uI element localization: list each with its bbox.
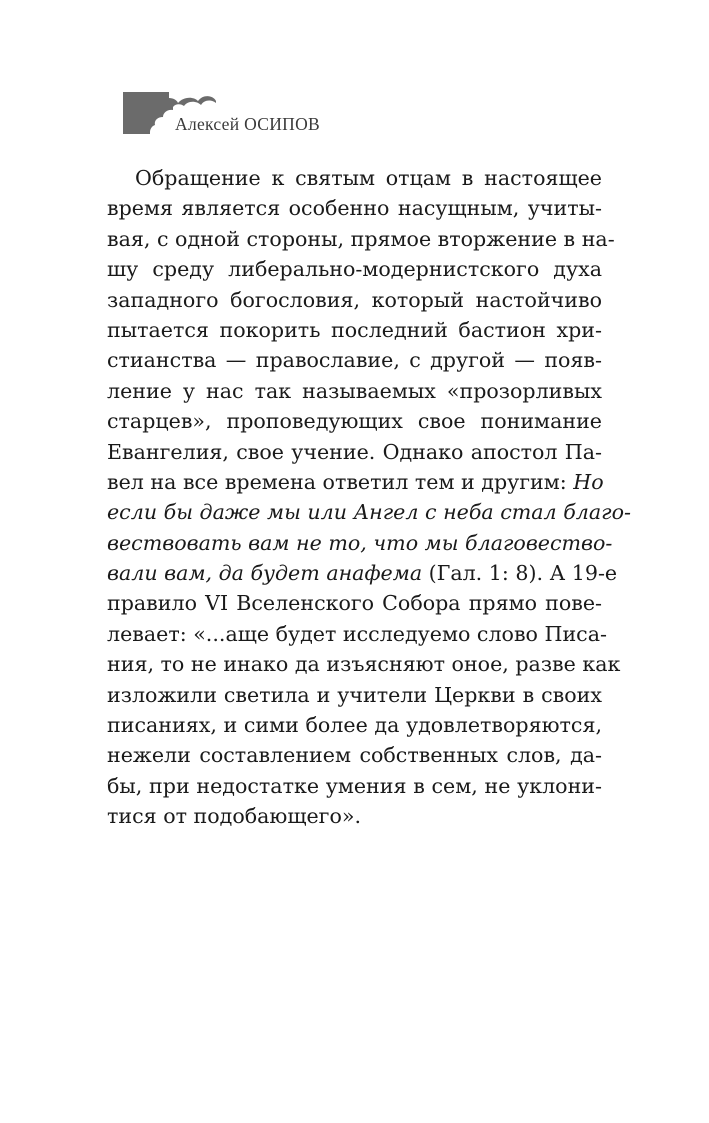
text-segment: ния, то не инако да изъясняют оное, разве как — [107, 652, 621, 677]
text-segment: писаниях, и сими более да удовлетворяются, — [107, 713, 602, 738]
text-segment: изложили светила и учители Церкви в своих — [107, 682, 602, 707]
text-segment: время является особенно насущным, учиты- — [107, 196, 602, 221]
text-segment: тися от подобающего». — [107, 804, 362, 829]
text-line — [107, 467, 602, 497]
text-segment: Евангелия, свое учение. Однако апостол Па- — [107, 439, 602, 464]
text-segment: вел на все времена ответил тем и другим: — [107, 469, 574, 494]
text-line — [107, 437, 602, 467]
text-line — [107, 163, 602, 193]
text-line — [107, 528, 613, 558]
text-line — [107, 680, 602, 710]
text-segment: западного богословия, который настойчиво — [107, 287, 602, 312]
text-line — [107, 406, 602, 436]
text-segment: бы, при недостатке умения в сем, не уклони- — [107, 773, 602, 798]
text-segment: стианства — православие, с другой — появ- — [107, 348, 602, 373]
text-line — [107, 649, 621, 679]
text-line — [107, 254, 602, 284]
text-line — [107, 710, 602, 740]
text-line — [107, 619, 607, 649]
text-segment: пытается покорить последний бастион хри- — [107, 317, 602, 342]
text-segment: ление у нас так называемых «прозорливых — [107, 378, 602, 403]
text-line — [107, 801, 602, 831]
text-line — [107, 497, 631, 527]
text-line — [107, 771, 602, 801]
italic-quote-segment: вествовать вам не то, что мы благовество- — [107, 530, 613, 555]
text-line — [107, 588, 602, 618]
italic-quote-segment: если бы даже мы или Ангел с неба стал благо- — [107, 500, 631, 525]
author-name: Алексей ОСИПОВ — [175, 114, 321, 134]
text-line — [107, 315, 602, 345]
text-segment: правило VI Вселенского Собора прямо пове- — [107, 591, 602, 616]
text-line — [107, 285, 602, 315]
italic-quote-segment: вали вам, да будет анафема — [107, 561, 423, 586]
running-header — [123, 92, 383, 138]
text-line — [107, 193, 602, 223]
text-line — [107, 740, 602, 770]
text-line — [107, 558, 618, 588]
text-line — [107, 345, 602, 375]
main-text — [107, 163, 631, 832]
text-segment: (Гал. 1: 8). А 19-е — [422, 561, 618, 586]
text-segment: старцев», проповедующих свое понимание — [107, 409, 602, 434]
text-segment: шу среду либерально-модернистского духа — [107, 257, 602, 282]
text-segment: нежели составлением собственных слов, да- — [107, 743, 602, 768]
italic-quote-segment: Но — [573, 469, 604, 494]
text-line — [107, 376, 602, 406]
text-line — [107, 224, 615, 254]
text-segment: левает: «...аще будет исследуемо слово Писа- — [107, 621, 607, 646]
text-segment: вая, с одной стороны, прямое вторжение в на- — [107, 226, 615, 251]
text-segment: Обращение к святым отцам в настоящее — [135, 166, 602, 190]
